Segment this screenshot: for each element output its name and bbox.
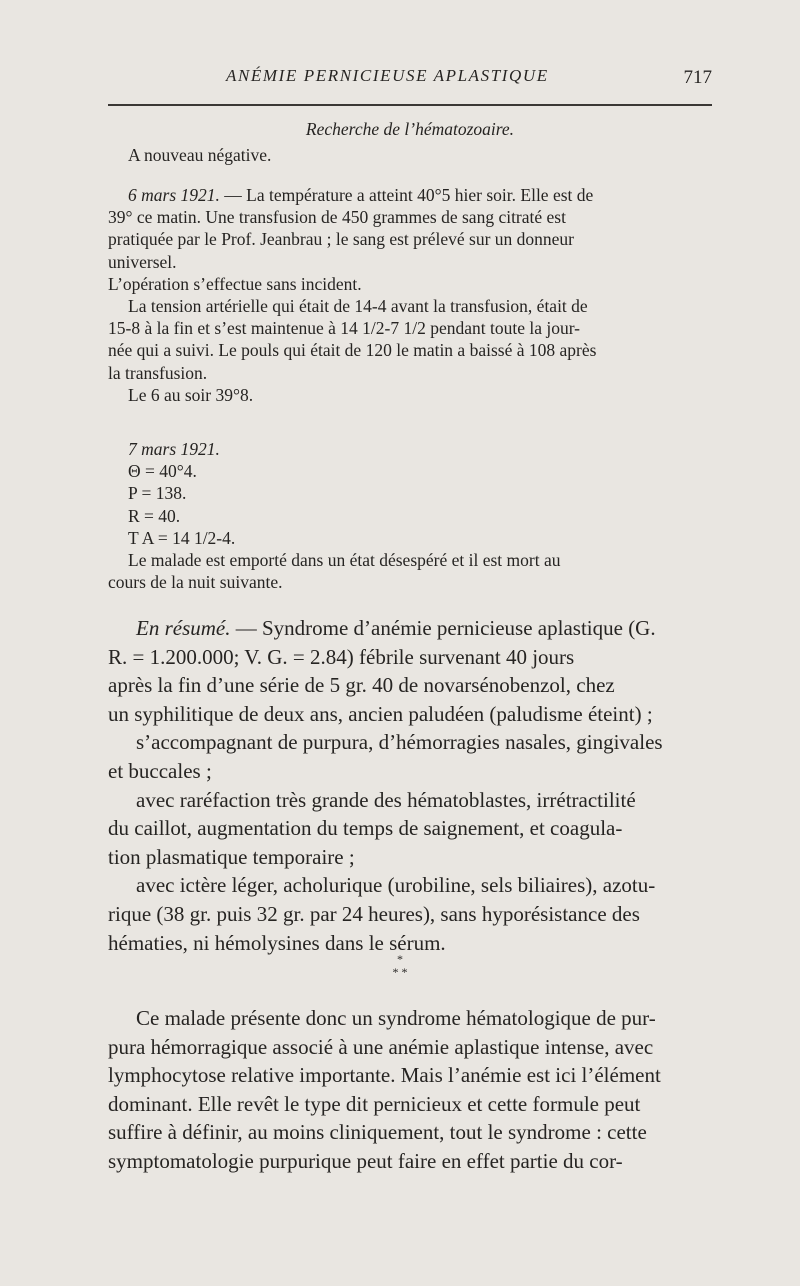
date-7-mars: 7 mars 1921.	[128, 439, 220, 459]
summary-line-2: après la fin d’une série de 5 gr. 40 de novarsénobenzol, chez	[108, 673, 615, 698]
value-tension: T A = 14 1/2-4.	[128, 527, 236, 548]
entry-6-line-1: 39° ce matin. Une transfusion de 450 grammes de sang citraté est	[108, 207, 566, 228]
final-line-2: lymphocytose relative importante. Mais l’anémie est ici l’élément	[108, 1063, 661, 1088]
subheading-hematozoaire: Recherche de l’hématozoaire.	[305, 119, 515, 139]
summary-line-6: avec raréfaction très grande des hématoblastes, irrétractilité	[136, 787, 636, 812]
summary-line-3: un syphilitique de deux ans, ancien paludéen (paludisme éteint) ;	[108, 701, 653, 726]
value-pouls: P = 138.	[128, 483, 187, 504]
date-6-mars: 6 mars 1921.	[128, 185, 220, 205]
entry-6-line-0: — La température a atteint 40°5 hier soir. Elle est de	[219, 185, 594, 205]
header-rule	[108, 104, 712, 106]
entry-6-para3-line-0: La tension artérielle qui était de 14-4 avant la transfusion, était de	[128, 296, 588, 317]
asterism-top: *	[397, 952, 403, 966]
summary-line-5: et buccales ;	[108, 758, 212, 783]
final-line-5: symptomatologie purpurique peut faire en effet partie du cor-	[108, 1148, 623, 1173]
final-line-3: dominant. Elle revêt le type dit pernicieux et cette formule peut	[108, 1091, 641, 1116]
entry-6-para3-line-2: née qui a suivi. Le pouls qui était de 120 le matin a baissé à 108 après	[108, 340, 597, 361]
death-line-0: Le malade est emporté dans un état désespéré et il est mort au	[128, 550, 561, 571]
final-line-4: suffire à définir, au moins cliniquement, tout le syndrome : cette	[108, 1120, 647, 1145]
entry-6-para3-line-3: la transfusion.	[108, 362, 208, 383]
entry-6-line-2: pratiquée par le Prof. Jeanbrau ; le sang est prélevé sur un donneur	[108, 229, 575, 250]
final-line-0: Ce malade présente donc un syndrome hématologique de pur-	[136, 1006, 656, 1030]
line-negative: A nouveau négative.	[128, 145, 272, 166]
summary-line-10: rique (38 gr. puis 32 gr. par 24 heures), sans hyporésistance des	[108, 901, 640, 926]
page-header	[108, 60, 712, 90]
entry-6-para2: L’opération s’effectue sans incident.	[108, 273, 362, 294]
observation-notes	[108, 118, 712, 166]
entry-line-1	[108, 184, 712, 206]
death-line-1: cours de la nuit suivante.	[108, 572, 283, 593]
running-title: ANÉMIE PERNICIEUSE APLASTIQUE	[226, 66, 549, 85]
entry-6-para3-line-1: 15-8 à la fin et s’est maintenue à 14 1/2-7 1/2 pendant toute la jour-	[108, 318, 581, 339]
entry-6-mars	[108, 184, 712, 406]
entry-6-line-3: universel.	[108, 251, 177, 272]
final-paragraph	[108, 1004, 712, 1176]
entry-6-para4: Le 6 au soir 39°8.	[128, 384, 254, 405]
summary-line-9: avec ictère léger, acholurique (urobiline, sels biliaires), azotu-	[136, 873, 656, 898]
page-number: 717	[683, 67, 712, 88]
entry-7-mars	[108, 438, 712, 593]
summary-block	[108, 614, 712, 957]
summary-line-8: tion plasmatique temporaire ;	[108, 844, 355, 869]
en-resume: En résumé.	[136, 616, 231, 640]
summary-line-7: du caillot, augmentation du temps de saignement, et coagula-	[108, 816, 623, 841]
value-theta: Θ = 40°4.	[128, 461, 197, 482]
asterism-bottom: * *	[392, 965, 408, 979]
final-line-1: pura hémorragique associé à une anémie aplastique intense, avec	[108, 1034, 654, 1059]
summary-line-11: hématies, ni hémolysines dans le sérum.	[108, 930, 446, 955]
summary-line-1: R. = 1.200.000; V. G. = 2.84) fébrile survenant 40 jours	[108, 644, 575, 669]
value-respiration: R = 40.	[128, 505, 181, 526]
summary-line-0	[108, 614, 712, 643]
summary-line-4: s’accompagnant de purpura, d’hémorragies nasales, gingivales	[136, 730, 663, 755]
summary-text-0: — Syndrome d’anémie pernicieuse aplastique (G.	[230, 616, 656, 640]
